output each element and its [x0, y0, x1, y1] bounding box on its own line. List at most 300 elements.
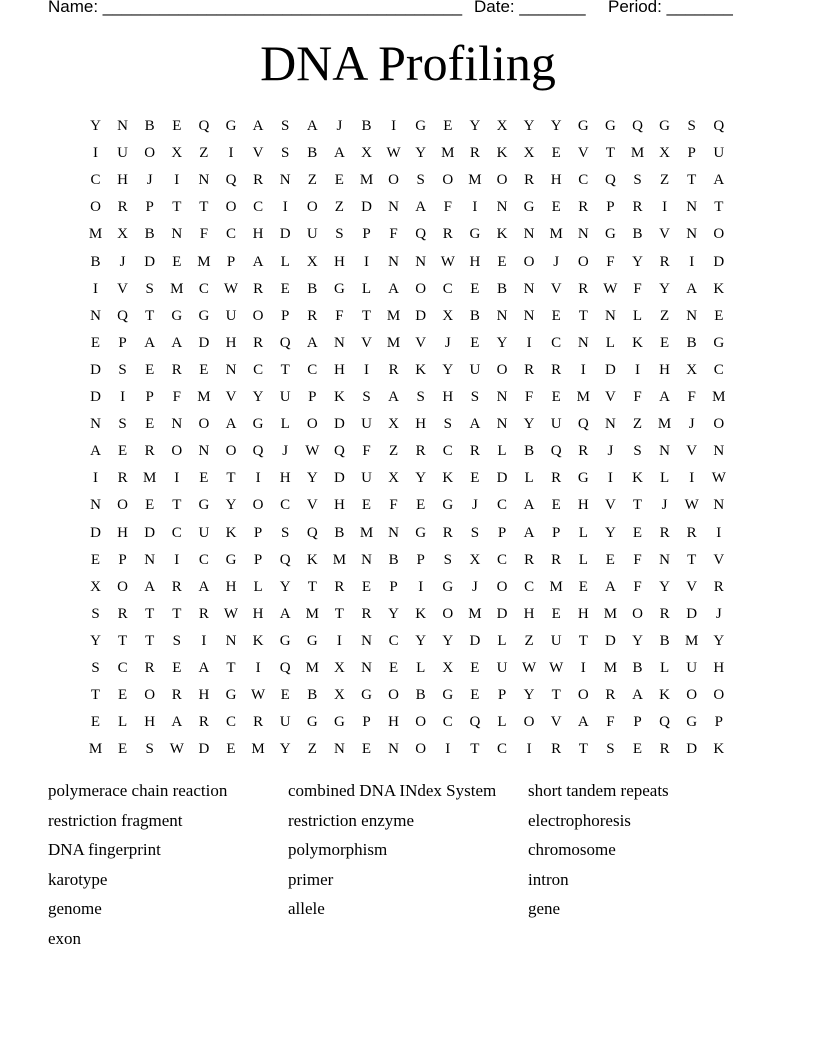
grid-letter: N	[361, 551, 372, 568]
grid-letter: S	[335, 226, 344, 243]
grid-letter: F	[633, 578, 642, 595]
grid-row	[82, 140, 742, 167]
grid-letter: N	[225, 632, 237, 649]
grid-letter: Y	[523, 687, 535, 704]
grid-letter: E	[660, 334, 670, 351]
word-bank-item: combined DNA INdex System	[288, 781, 497, 800]
page-title: DNA Profiling	[260, 35, 556, 91]
grid-letter: H	[117, 172, 129, 189]
grid-letter: O	[225, 443, 237, 460]
grid-letter: I	[201, 632, 207, 649]
grid-letter: X	[686, 361, 698, 378]
grid-letter: O	[198, 416, 210, 433]
grid-letter: M	[630, 145, 645, 162]
grid-letter: U	[306, 226, 318, 243]
grid-letter: N	[361, 632, 372, 649]
grid-letter: A	[415, 199, 427, 216]
grid-letter: Q	[225, 172, 237, 189]
grid-letter: Y	[632, 253, 643, 270]
grid-letter: O	[442, 605, 454, 622]
word-bank-item: karotype	[48, 869, 108, 889]
grid-letter: C	[496, 497, 507, 514]
grid-letter: R	[253, 280, 264, 297]
grid-letter: Q	[252, 443, 264, 460]
grid-letter: H	[225, 578, 237, 595]
grid-letter: B	[496, 280, 507, 297]
grid-letter: U	[550, 632, 562, 649]
grid-letter: S	[118, 416, 127, 433]
grid-letter: T	[361, 307, 372, 324]
grid-letter: A	[144, 334, 156, 351]
grid-letter: E	[145, 361, 155, 378]
grid-letter: E	[470, 470, 480, 487]
grid-letter: D	[496, 470, 508, 487]
grid-letter: C	[117, 660, 128, 676]
grid-letter: V	[361, 334, 372, 351]
grid-letter: S	[281, 118, 290, 134]
grid-letter: H	[469, 253, 481, 270]
grid-letter: E	[280, 687, 290, 704]
grid-letter: B	[144, 226, 155, 243]
grid-letter: I	[445, 741, 451, 758]
word-search-grid	[82, 113, 742, 763]
grid-letter: E	[416, 497, 426, 514]
grid-letter: B	[334, 524, 345, 541]
grid-letter: H	[144, 714, 156, 731]
grid-letter: F	[606, 253, 615, 270]
grid-letter: T	[687, 172, 697, 189]
grid-letter: E	[551, 389, 561, 405]
grid-letter: S	[145, 741, 154, 758]
grid-letter: O	[577, 253, 589, 270]
grid-letter: I	[228, 145, 234, 162]
grid-letter: E	[118, 687, 128, 704]
grid-letter: G	[306, 632, 318, 649]
grid-letter: T	[226, 470, 236, 487]
grid-row	[82, 438, 742, 465]
grid-letter: G	[252, 416, 264, 433]
grid-letter: V	[550, 280, 562, 297]
grid-letter: I	[689, 470, 695, 487]
grid-letter: T	[470, 741, 480, 758]
grid-row	[82, 221, 742, 248]
grid-letter: N	[713, 497, 725, 514]
grid-letter: O	[523, 253, 535, 270]
grid-letter: Y	[469, 118, 481, 134]
grid-letter: T	[605, 145, 615, 162]
grid-letter: C	[496, 551, 507, 568]
grid-letter: L	[497, 632, 507, 649]
grid-letter: O	[442, 172, 454, 189]
grid-letter: F	[362, 443, 371, 460]
grid-letter: O	[523, 714, 535, 731]
grid-letter: Q	[415, 226, 427, 243]
grid-letter: H	[577, 497, 589, 514]
grid-letter: E	[470, 660, 480, 676]
grid-letter: Q	[117, 307, 129, 324]
grid-letter: E	[361, 578, 372, 595]
grid-letter: R	[469, 443, 480, 460]
grid-letter: P	[118, 334, 127, 351]
grid-letter: V	[225, 389, 237, 405]
grid-letter: C	[253, 199, 264, 216]
grid-letter: B	[469, 307, 480, 324]
grid-letter: A	[632, 687, 643, 704]
grid-letter: B	[686, 334, 697, 351]
grid-letter: R	[524, 361, 535, 378]
grid-letter: X	[469, 551, 481, 568]
grid-letter: H	[442, 389, 454, 405]
grid-letter: M	[143, 470, 157, 487]
grid-letter: K	[659, 687, 671, 704]
grid-letter: N	[90, 307, 101, 324]
grid-letter: G	[198, 497, 210, 514]
grid-letter: T	[90, 687, 101, 704]
grid-letter: R	[361, 605, 372, 622]
grid-letter: J	[471, 497, 478, 514]
grid-letter: R	[334, 578, 345, 595]
grid-letter: U	[117, 145, 129, 162]
grid-letter: N	[604, 307, 616, 324]
grid-letter: I	[580, 361, 586, 378]
grid-letter: Y	[659, 578, 671, 595]
grid-letter: O	[306, 416, 318, 433]
grid-letter: R	[117, 199, 128, 216]
grid-letter: B	[307, 687, 318, 704]
grid-letter: D	[90, 361, 101, 378]
grid-letter: A	[171, 714, 183, 731]
grid-letter: R	[388, 361, 399, 378]
grid-letter: N	[388, 524, 400, 541]
grid-row	[82, 736, 742, 763]
grid-letter: L	[280, 416, 290, 433]
grid-letter: N	[496, 416, 508, 433]
grid-letter: O	[252, 307, 264, 324]
grid-letter: R	[144, 660, 155, 676]
grid-letter: N	[686, 226, 698, 243]
grid-letter: F	[172, 389, 181, 405]
grid-letter: M	[170, 280, 184, 297]
grid-letter: E	[334, 172, 344, 189]
word-bank-item: primer	[288, 869, 334, 889]
grid-letter: C	[90, 172, 101, 189]
grid-letter: O	[306, 199, 318, 216]
grid-letter: P	[552, 524, 561, 541]
grid-letter: R	[659, 524, 670, 541]
grid-letter: E	[90, 334, 101, 351]
grid-letter: R	[442, 524, 453, 541]
grid-letter: C	[280, 497, 291, 514]
grid-letter: P	[389, 578, 398, 595]
grid-letter: S	[443, 551, 452, 568]
grid-letter: U	[496, 660, 508, 676]
grid-letter: Q	[604, 172, 616, 189]
grid-letter: P	[714, 714, 723, 731]
grid-letter: R	[659, 741, 670, 758]
grid-letter: G	[415, 524, 427, 541]
grid-letter: A	[252, 118, 264, 134]
grid-letter: K	[306, 551, 318, 568]
grid-letter: P	[253, 524, 263, 541]
grid-letter: D	[469, 632, 481, 649]
grid-letter: J	[282, 443, 289, 460]
grid-letter: I	[174, 172, 180, 189]
grid-letter: G	[659, 118, 671, 134]
grid-letter: K	[415, 605, 427, 622]
grid-letter: X	[523, 145, 535, 162]
grid-letter: M	[441, 145, 455, 162]
grid-letter: R	[144, 443, 155, 460]
grid-letter: A	[198, 578, 210, 595]
grid-letter: D	[198, 334, 210, 351]
grid-letter: U	[361, 470, 372, 487]
grid-letter: H	[117, 524, 129, 541]
grid-letter: I	[255, 470, 261, 487]
grid-letter: A	[713, 172, 725, 189]
grid-letter: N	[388, 199, 400, 216]
grid-letter: T	[145, 307, 155, 324]
grid-letter: V	[686, 578, 698, 595]
grid-letter: H	[279, 470, 291, 487]
grid-letter: M	[468, 172, 482, 189]
grid-letter: P	[606, 199, 615, 216]
grid-letter: L	[660, 660, 670, 676]
grid-letter: R	[171, 361, 182, 378]
grid-letter: W	[251, 687, 266, 704]
grid-letter: P	[497, 687, 507, 704]
grid-letter: R	[442, 226, 453, 243]
grid-letter: I	[526, 741, 532, 758]
grid-letter: D	[279, 226, 291, 243]
grid-letter: M	[549, 226, 563, 243]
grid-letter: B	[524, 443, 535, 460]
grid-row	[82, 276, 742, 303]
grid-letter: X	[388, 416, 400, 433]
grid-letter: H	[252, 605, 264, 622]
word-bank-item: polymorphism	[288, 840, 388, 860]
grid-letter: O	[713, 687, 725, 704]
grid-letter: R	[551, 470, 562, 487]
grid-letter: M	[468, 605, 482, 622]
grid-letter: E	[714, 307, 724, 324]
grid-letter: T	[632, 497, 643, 514]
grid-letter: I	[282, 199, 288, 216]
grid-letter: Y	[279, 741, 291, 758]
grid-row	[82, 303, 742, 330]
grid-letter: D	[361, 199, 372, 216]
grid-letter: N	[144, 551, 156, 568]
grid-row	[82, 194, 742, 221]
grid-letter: C	[388, 632, 399, 649]
grid-letter: U	[279, 389, 291, 405]
grid-letter: R	[686, 524, 697, 541]
grid-letter: Y	[713, 632, 725, 649]
grid-letter: J	[471, 578, 478, 595]
grid-letter: I	[526, 334, 532, 351]
grid-letter: E	[280, 280, 290, 297]
grid-letter: N	[523, 280, 535, 297]
grid-letter: Y	[388, 605, 400, 622]
grid-letter: B	[90, 253, 101, 270]
word-bank-item: intron	[528, 869, 569, 889]
grid-letter: C	[551, 334, 562, 351]
grid-letter: O	[632, 605, 643, 622]
grid-letter: W	[305, 443, 320, 460]
grid-letter: E	[632, 741, 643, 758]
grid-letter: M	[197, 253, 211, 270]
grid-letter: R	[659, 253, 670, 270]
grid-letter: I	[336, 632, 342, 649]
grid-letter: I	[255, 660, 261, 676]
grid-letter: A	[90, 443, 101, 460]
grid-letter: C	[442, 714, 453, 731]
word-bank-item: restriction fragment	[48, 810, 183, 830]
word-bank-item: chromosome	[528, 840, 616, 860]
grid-letter: H	[713, 660, 725, 676]
grid-row	[82, 520, 742, 547]
grid-letter: Q	[632, 118, 643, 134]
grid-letter: T	[172, 605, 182, 622]
grid-letter: D	[198, 741, 210, 758]
grid-letter: S	[91, 660, 100, 676]
grid-letter: I	[364, 361, 369, 378]
grid-letter: E	[361, 497, 372, 514]
grid-letter: M	[305, 660, 319, 676]
grid-letter: L	[578, 551, 588, 568]
grid-letter: G	[686, 714, 698, 731]
grid-letter: S	[633, 443, 642, 460]
grid-letter: A	[279, 605, 291, 622]
grid-letter: Z	[199, 145, 209, 162]
grid-letter: M	[88, 741, 103, 758]
grid-letter: U	[361, 416, 372, 433]
grid-letter: N	[686, 307, 698, 324]
grid-letter: E	[470, 334, 480, 351]
grid-letter: H	[333, 497, 345, 514]
word-bank-item: DNA fingerprint	[48, 840, 161, 860]
grid-row	[82, 167, 742, 194]
grid-letter: G	[171, 307, 183, 324]
grid-letter: W	[522, 660, 537, 676]
grid-letter: E	[145, 416, 155, 433]
grid-letter: S	[470, 389, 480, 405]
grid-letter: A	[523, 497, 535, 514]
grid-letter: Q	[279, 334, 291, 351]
grid-letter: X	[90, 578, 101, 595]
grid-letter: E	[172, 660, 182, 676]
grid-letter: V	[117, 280, 129, 297]
grid-letter: F	[335, 307, 344, 324]
word-bank	[48, 778, 768, 978]
grid-letter: G	[523, 199, 535, 216]
grid-letter: N	[333, 741, 345, 758]
grid-letter: U	[550, 416, 562, 433]
grid-letter: F	[606, 714, 615, 731]
grid-letter: A	[306, 334, 318, 351]
grid-letter: L	[632, 307, 643, 324]
grid-letter: L	[660, 470, 670, 487]
grid-letter: S	[687, 118, 696, 134]
grid-letter: O	[713, 226, 725, 243]
grid-letter: M	[657, 416, 672, 433]
grid-letter: R	[415, 443, 426, 460]
grid-letter: O	[713, 416, 725, 433]
grid-letter: O	[496, 578, 508, 595]
grid-letter: R	[551, 361, 562, 378]
grid-letter: P	[118, 551, 127, 568]
grid-letter: K	[496, 226, 508, 243]
word-bank-item: restriction enzyme	[288, 810, 415, 830]
grid-letter: R	[578, 443, 589, 460]
grid-letter: L	[578, 524, 588, 541]
grid-letter: M	[305, 605, 319, 622]
grid-letter: Y	[442, 632, 454, 649]
grid-letter: A	[604, 578, 616, 595]
grid-letter: S	[362, 389, 371, 405]
grid-letter: Z	[632, 416, 643, 433]
grid-letter: N	[198, 172, 210, 189]
name-field: Name: ______________________________________	[48, 0, 463, 16]
grid-letter: J	[661, 497, 668, 514]
grid-row	[82, 249, 742, 276]
grid-letter: S	[172, 632, 181, 649]
grid-letter: Y	[252, 389, 264, 405]
grid-letter: Y	[415, 632, 427, 649]
grid-letter: I	[635, 361, 640, 378]
grid-letter: N	[171, 226, 183, 243]
grid-letter: Z	[334, 199, 344, 216]
grid-letter: O	[171, 443, 183, 460]
grid-letter: C	[198, 280, 209, 297]
grid-letter: P	[281, 307, 290, 324]
grid-letter: R	[578, 280, 589, 297]
grid-letter: F	[633, 389, 642, 405]
grid-letter: E	[551, 497, 561, 514]
grid-letter: I	[689, 253, 695, 270]
grid-letter: H	[415, 416, 427, 433]
grid-letter: X	[361, 145, 372, 162]
grid-letter: N	[171, 416, 183, 433]
grid-letter: O	[144, 145, 156, 162]
grid-letter: N	[713, 443, 725, 460]
grid-row	[82, 547, 742, 574]
grid-letter: T	[226, 660, 236, 676]
grid-row	[82, 682, 742, 709]
grid-letter: O	[388, 172, 400, 189]
grid-letter: L	[524, 470, 534, 487]
grid-letter: R	[524, 551, 535, 568]
grid-letter: H	[659, 361, 671, 378]
grid-letter: R	[198, 605, 209, 622]
grid-letter: D	[604, 632, 616, 649]
grid-letter: C	[442, 280, 453, 297]
grid-letter: R	[117, 470, 128, 487]
grid-letter: H	[198, 687, 210, 704]
grid-letter: R	[659, 605, 670, 622]
word-bank-item: exon	[48, 929, 82, 948]
date-field: Date: _______	[474, 0, 586, 16]
period-field: Period: _______	[608, 0, 733, 16]
grid-letter: E	[172, 118, 182, 134]
grid-letter: Q	[306, 524, 318, 541]
grid-letter: N	[198, 443, 210, 460]
grid-letter: Z	[524, 632, 534, 649]
worksheet-header	[48, 0, 748, 19]
grid-letter: J	[119, 253, 126, 270]
grid-letter: X	[306, 253, 318, 270]
grid-letter: P	[308, 389, 317, 405]
grid-letter: D	[415, 307, 427, 324]
